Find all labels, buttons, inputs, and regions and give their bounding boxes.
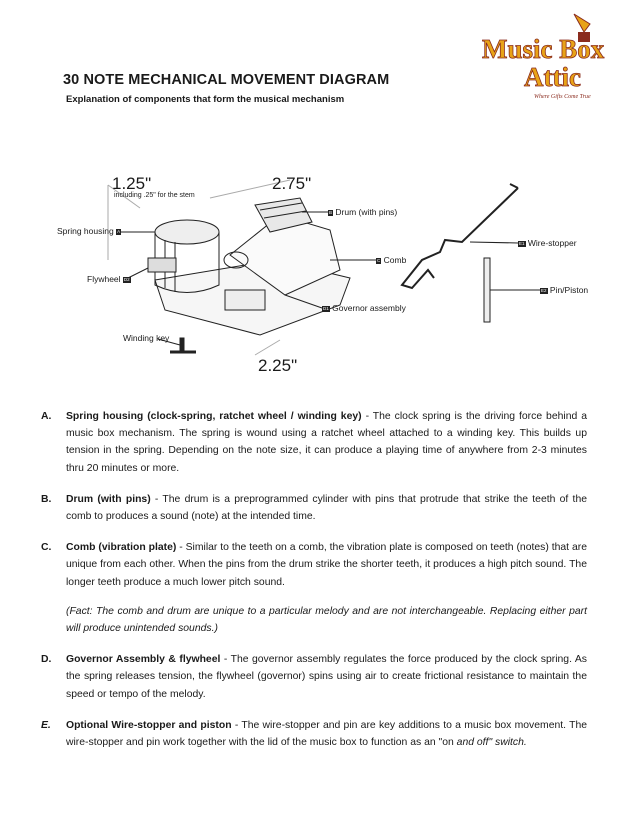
item-heading: Spring housing (clock-spring, ratchet wheel / winding key) [66,411,362,422]
music-box-attic-logo [470,10,640,100]
label-wire-stopper: E1 Wire-stopper [519,238,577,248]
svg-text:Music Box: Music Box [482,34,605,64]
fact-note: (Fact: The comb and drum are unique to a particular melody and are not interchangeable. Replacing either part will produce unintended sounds.) [66,605,587,635]
page-title: 30 NOTE MECHANICAL MOVEMENT DIAGRAM [63,72,390,88]
label-flywheel: Flywheel D2 [87,274,130,284]
label-pin-piston: E2 Pin/Piston [541,285,589,295]
label-spring-housing: Spring housing A [57,226,121,236]
svg-text:Attic: Attic [524,62,581,92]
label-governor: D1 Governor assembly [323,303,406,313]
component-list [41,408,587,765]
label-drum: B Drum (with pins) [329,207,398,217]
dimension-height: 1.25" [112,174,152,193]
dimension-depth: 2.25" [258,356,298,375]
page-subtitle: Explanation of components that form the musical mechanism [66,94,345,105]
list-item-b: B. Drum (with pins) - The drum is a preprogrammed cylinder with pins that protrude that strike the teeth of the comb to produces a sound (note) at the intended time. [41,493,587,523]
list-item-a: A. Spring housing (clock-spring, ratchet wheel / winding key) - The clock spring is the driving force behind a music box mechanism. The spring is wound using a ratchet wheel attached to a winding key. This builds up tension in the spring. Depending on the note size, it can produce a playing time of anywhere from 2-3 minutes thru 20 minutes or more. [41,411,587,474]
item-heading: Governor Assembly & flywheel [66,654,221,666]
list-item-d: D. Governor Assembly & flywheel - The governor assembly regulates the force produced by the clock spring. As the spring releases tension, the flywheel (governor) spins using air to create frictional resistance to maintain the speed or tempo of the melody. [41,654,587,700]
movement-diagram [40,160,620,390]
label-winding-key: Winding key [123,333,170,343]
list-item-e: E. Optional Wire-stopper and piston - The wire-stopper and pin are key additions to a music box movement. The wire-stopper and pin work together with the lid of the music box to function as an "on and off" switch. [41,719,587,749]
svg-text:Where Gifts Come True: Where Gifts Come True [534,94,591,100]
label-comb: C Comb [377,255,407,265]
dimension-height-note: including .25" for the stem [114,192,195,199]
item-heading: Optional Wire-stopper and piston [66,719,232,731]
item-heading: Drum (with pins) [66,493,151,505]
list-item-c: C. Comb (vibration plate) - Similar to the teeth on a comb, the vibration plate is composed on teeth (notes) that are unique from each other. When the pins from the drum strike the shorter teeth, it produces a high pitch sound. The longer teeth produce a much lower pitch sound. (Fact: The comb and drum are unique to a particular melody and are not interchangeable. Replacing either part will produce unintended sounds.) [41,539,587,637]
item-heading: Comb (vibration plate) [66,542,177,554]
dimension-width: 2.75" [272,174,312,193]
